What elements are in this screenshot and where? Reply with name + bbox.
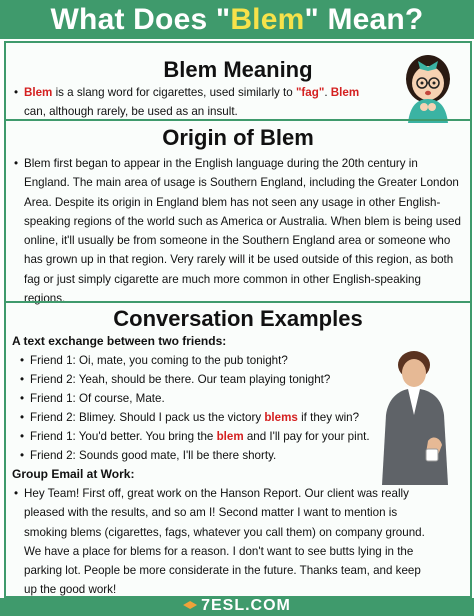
title-keyword: Blem: [230, 2, 305, 36]
conversation-heading: Conversation Examples: [113, 306, 363, 331]
line-text: Friend 2: Blimey. Should I pack us the victory: [30, 411, 265, 424]
email-text: • Hey Team! First off, great work on the Hanson Report. Our client was really pleased with the results, and so am I! Second matter I want to mention is smoking blems (cigarettes, fags, whatever you call them) on company ground. We have a place for blems for a reason. I don't want to see butts lying in the parking lot. People be more considerate in the future. Thanks team, and keep up the good work!: [24, 484, 428, 600]
line-keyword: blems: [264, 411, 298, 424]
conversation-line: [30, 389, 165, 408]
line-text-tail: and I'll pay for your pint.: [243, 430, 370, 443]
meaning-text-part-2: .: [324, 86, 331, 99]
text-exchange-subheading: A text exchange between two friends:: [12, 334, 227, 348]
page-title: [0, 0, 474, 39]
origin-heading: Origin of Blem: [162, 125, 314, 150]
line-text-tail: if they win?: [297, 411, 360, 424]
divider-1: [6, 119, 470, 121]
line-text: Friend 2: Yeah, should be there. Our team playing tonight?: [30, 373, 331, 386]
conversation-line: [30, 427, 370, 446]
meaning-text: [24, 83, 372, 122]
conversation-line: [30, 446, 276, 465]
email-subheading: Group Email at Work:: [12, 467, 135, 481]
meaning-quote: "fag": [295, 86, 325, 99]
meaning-heading: Blem Meaning: [163, 57, 313, 82]
line-keyword: blem: [216, 430, 244, 443]
title-prefix: What Does ": [50, 2, 231, 36]
graduation-cap-icon: [183, 601, 197, 611]
meaning-text-part-1: is a slang word for cigarettes, used similarly to: [52, 86, 296, 99]
meaning-text-part-3: can, although rarely, be used as an insult.: [24, 105, 238, 119]
meaning-keyword-1: Blem: [24, 86, 53, 99]
conversation-line: [30, 370, 330, 389]
content-frame: [4, 41, 472, 598]
conversation-line: [30, 408, 359, 427]
logo-text: 7ESL.COM: [201, 597, 291, 614]
divider-2: [6, 301, 470, 303]
line-text: Friend 1: You'd better. You bring the: [30, 430, 217, 443]
origin-text: • Blem first began to appear in the English language during the 20th century in England. The main area of usage is Southern England, including the Greater London Area. Despite its origin in England blem has not seen any usage in other English-speaking regions of the world such as America or Australia. When blem is being used online, it'll usually be from someone in the Southern England area or someone who has grown up in that region. Very rarely will it be used outside of this region, as both fag or just simply cigarette are much more common in other English-speaking regions.: [24, 154, 464, 308]
meaning-keyword-2: Blem: [330, 86, 360, 99]
line-text: Friend 1: Of course, Mate.: [30, 392, 165, 405]
site-logo: [173, 596, 301, 616]
line-text: Friend 2: Sounds good mate, I'll be there shorty.: [30, 449, 277, 462]
title-suffix: " Mean?: [304, 2, 424, 36]
line-text: Friend 1: Oi, mate, you coming to the pub tonight?: [30, 354, 288, 367]
girl-illustration: [396, 49, 460, 123]
man-illustration: [368, 345, 458, 485]
conversation-line: [30, 351, 288, 370]
